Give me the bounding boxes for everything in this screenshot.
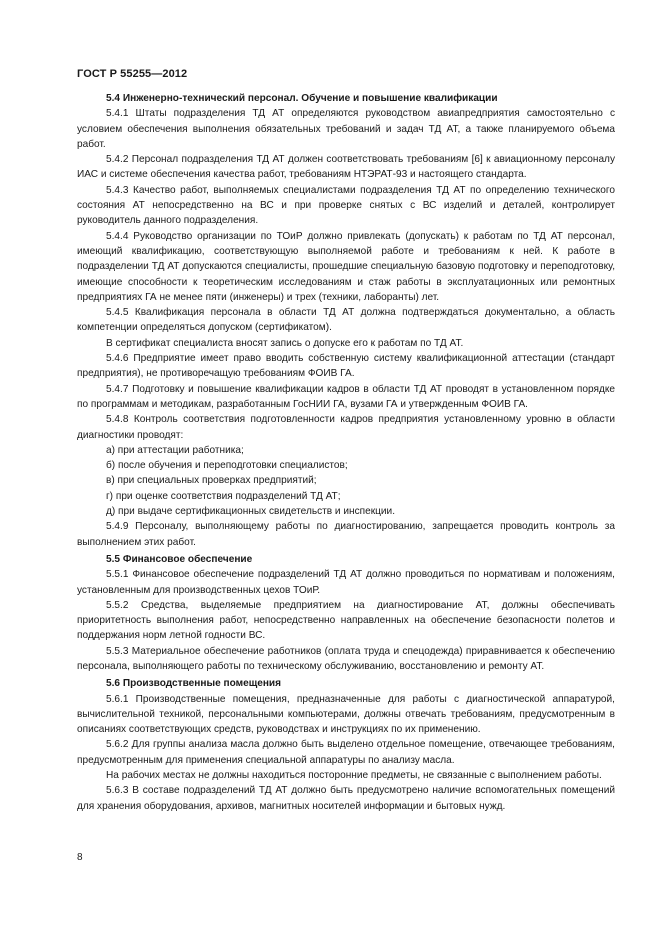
list-item: д) при выдаче сертификационных свидетельств и инспекции. bbox=[106, 506, 395, 518]
paragraph: 5.4.9 Персоналу, выполняющему работы по диагностированию, запрещается проводить контроль за выполнением этих работ. bbox=[77, 521, 615, 548]
paragraph: 5.6.1 Производственные помещения, предназначенные для работы с диагностической аппаратурой, вычислительной техникой, персональными компьютерами, должны отвечать требованиям, предусмотренным в описаниях соответствующих средств, руководствах и инструкциях по их применению. bbox=[77, 693, 615, 736]
paragraph: 5.6.2 Для группы анализа масла должно быть выделено отдельное помещение, отвечающее требованиям, предусмотренным для применения специальной аппаратуры по анализу масла. bbox=[77, 739, 615, 766]
paragraph: 5.5.3 Материальное обеспечение работников (оплата труда и спецодежда) приравнивается к обеспечению персонала, выполняющего работы по техническому обслуживанию, восстановлению и ремонту АТ. bbox=[77, 645, 615, 672]
paragraph: 5.4.4 Руководство организации по ТОиР должно привлекать (допускать) к работам по ТД АТ персонал, имеющий квалификацию, соответствующую выполняемой работе и требованиям к ней. К работе в подразделении ТД АТ допускаются специалисты, прошедшие специальную базовую подготовку и переподготовку, имеющие способности к теоретическим исследованиям и стаж работы в эксплуатационных или ремонтных предприятиях ГА не менее пяти (инженеры) и трех (техники, лаборанты) лет. bbox=[77, 230, 615, 303]
paragraph: В сертификат специалиста вносят запись о допуске его к работам по ТД АТ. bbox=[106, 337, 464, 349]
paragraph: На рабочих местах не должны находиться посторонние предметы, не связанные с выполнением работы. bbox=[106, 770, 602, 782]
page-number: 8 bbox=[77, 852, 83, 863]
page-header: ГОСТ Р 55255—2012 bbox=[77, 68, 188, 80]
paragraph: 5.4.6 Предприятие имеет право вводить собственную систему квалификационной аттестации (стандарт предприятия), не противоречащую требованиям ФОИВ ГА. bbox=[77, 353, 615, 380]
paragraph: 5.4.8 Контроль соответствия подготовленности кадров предприятия установленному уровню в области диагностики проводят: bbox=[77, 414, 615, 441]
section-heading-5-6: 5.6 Производственные помещения bbox=[106, 678, 282, 690]
paragraph: 5.4.7 Подготовку и повышение квалификации кадров в области ТД АТ проводят в установленном порядке по программам и методикам, разработанным ГосНИИ ГА, вузами ГА и утвержденным ФОИВ ГА. bbox=[77, 383, 615, 410]
section-heading-5-5: 5.5 Финансовое обеспечение bbox=[106, 553, 253, 565]
document-body bbox=[77, 91, 615, 814]
paragraph: 5.5.2 Средства, выделяемые предприятием на диагностирование АТ, должны обеспечивать приоритетность выполнения работ, непосредственно направленных на обеспечение безопасности полетов и поддержания норм летной годности ВС. bbox=[77, 599, 615, 642]
list-item: в) при специальных проверках предприятий; bbox=[106, 475, 317, 487]
paragraph: 5.5.1 Финансовое обеспечение подразделений ТД АТ должно проводиться по нормативам и положениям, установленным для производственных цехов ТОиР. bbox=[77, 569, 615, 596]
section-heading-5-4: 5.4 Инженерно-технический персонал. Обучение и повышение квалификации bbox=[106, 93, 498, 104]
paragraph: 5.4.2 Персонал подразделения ТД АТ должен соответствовать требованиям [6] к авиационному персоналу ИАС и системе обеспечения качества работ, требованиям НТЭРАТ-93 и настоящего стандарта. bbox=[77, 154, 615, 181]
list-item: а) при аттестации работника; bbox=[106, 444, 244, 456]
paragraph: 5.6.3 В составе подразделений ТД АТ должно быть предусмотрено наличие вспомогательных помещений для хранения оборудования, архивов, магнитных носителей информации и бытовых нужд. bbox=[77, 785, 615, 812]
paragraph: 5.4.3 Качество работ, выполняемых специалистами подразделения ТД АТ по определению технического состояния АТ непосредственно на ВС и при проверке снятых с ВС изделий и деталей, контролирует руководитель данного подразделения. bbox=[77, 184, 615, 227]
paragraph: 5.4.5 Квалификация персонала в области ТД АТ должна подтверждаться документально, а область компетенции определяться допуском (сертификатом). bbox=[77, 307, 615, 334]
list-item: б) после обучения и переподготовки специалистов; bbox=[106, 460, 348, 472]
paragraph: 5.4.1 Штаты подразделения ТД АТ определяются руководством авиапредприятия самостоятельно с условием обеспечения выполнения обязательных требований и задач ТД АТ, а также планируемого объема работ. bbox=[77, 108, 615, 150]
list-item: г) при оценке соответствия подразделений ТД АТ; bbox=[106, 490, 341, 502]
